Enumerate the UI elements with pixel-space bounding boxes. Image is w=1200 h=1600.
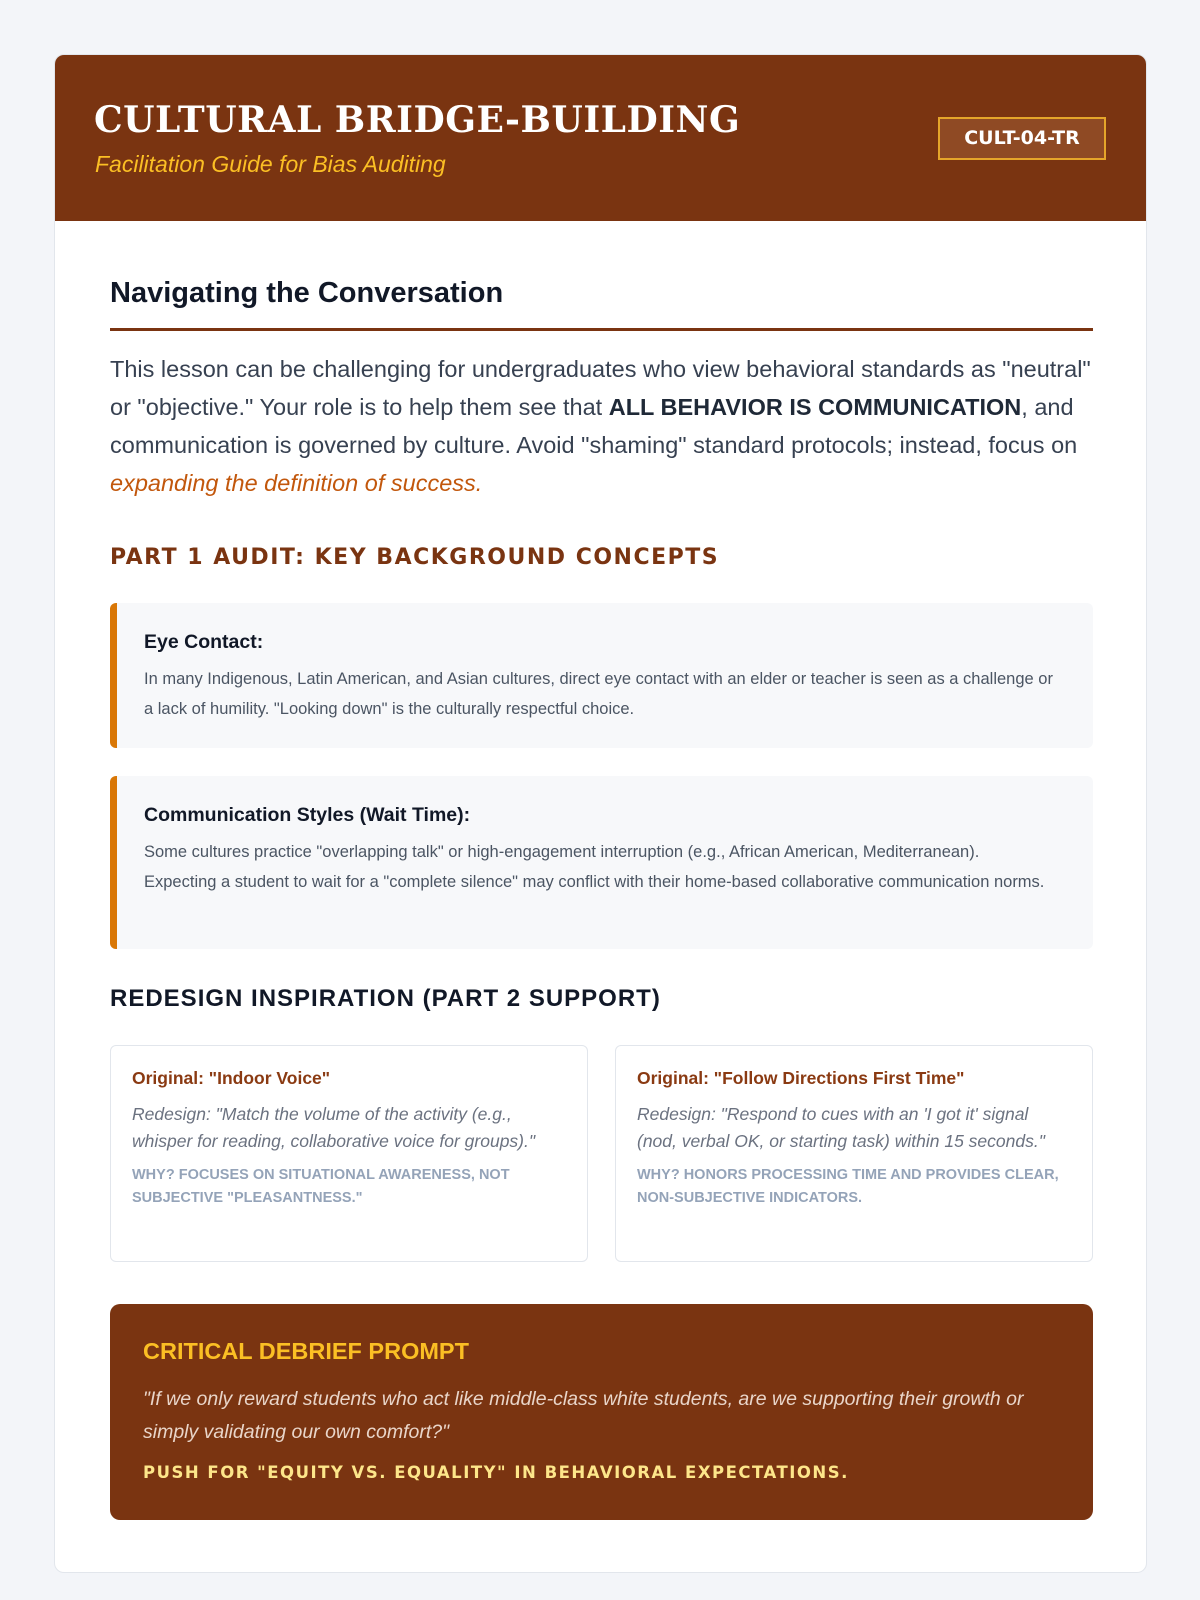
redesign-text: Redesign: "Match the volume of the activity (e.g., whisper for reading, collaborative voice for groups)." [132, 1104, 536, 1151]
redesign-why: WHY? HONORS PROCESSING TIME AND PROVIDES CLEAR, NON-SUBJECTIVE INDICATORS. [637, 1167, 1059, 1206]
guide-subtitle: Facilitation Guide for Bias Auditing [95, 151, 446, 177]
lesson-code-badge: CULT-04-TR [938, 117, 1106, 160]
redesign-why: WHY? FOCUSES ON SITUATIONAL AWARENESS, NOT SUBJECTIVE "PLEASANTNESS." [132, 1167, 510, 1206]
concept-title: Communication Styles (Wait Time): [144, 804, 471, 826]
guide-title: CULTURAL BRIDGE-BUILDING [94, 99, 741, 141]
intro-emphasis-text: expanding the definition of success. [110, 470, 483, 496]
intro-text-2: , and communication is governed by culture. Avoid "shaming" standard protocols; instead, focus on [110, 394, 1078, 458]
guide-card [54, 54, 1147, 1573]
conversation-heading: Navigating the Conversation [110, 277, 504, 309]
debrief-box [110, 1304, 1093, 1520]
concept-communication-styles [110, 776, 1093, 949]
debrief-title: CRITICAL DEBRIEF PROMPT [143, 1338, 469, 1364]
redesign-original: Original: "Follow Directions First Time" [637, 1068, 965, 1088]
part1-heading: PART 1 AUDIT: KEY BACKGROUND CONCEPTS [110, 545, 720, 570]
intro-text-1: This lesson can be challenging for undergraduates who view behavioral standards as "neutral" or "objective." Your role is to help them see that [110, 356, 1091, 420]
redesign-text: Redesign: "Respond to cues with an 'I got it' signal (nod, verbal OK, or starting task) within 15 seconds." [637, 1104, 1045, 1151]
redesign-heading: REDESIGN INSPIRATION (PART 2 SUPPORT) [110, 985, 661, 1012]
concept-body: In many Indigenous, Latin American, and Asian cultures, direct eye contact with an elder or teacher is seen as a challenge or a lack of humility. "Looking down" is the culturally respectful choice. [144, 670, 1053, 718]
debrief-quote: "If we only reward students who act like middle-class white students, are we supporting their growth or simply validating our own comfort?" [143, 1388, 1024, 1443]
redesign-original: Original: "Indoor Voice" [132, 1068, 331, 1088]
redesign-card-follow-directions [615, 1045, 1093, 1262]
heading-divider [110, 328, 1093, 331]
concept-eye-contact [110, 603, 1093, 748]
concept-title: Eye Contact: [144, 631, 264, 653]
intro-paragraph [110, 350, 1093, 502]
concept-body: Some cultures practice "overlapping talk" or high-engagement interruption (e.g., African American, Mediterranean). Expecting a student to wait for a "complete silence" may conflict with their home-based collaborative communication norms. [144, 843, 1045, 891]
redesign-card-indoor-voice [110, 1045, 588, 1262]
intro-bold-text: ALL BEHAVIOR IS COMMUNICATION [608, 394, 1022, 420]
guide-header [55, 55, 1146, 221]
debrief-push: PUSH FOR "EQUITY VS. EQUALITY" IN BEHAVIORAL EXPECTATIONS. [143, 1463, 849, 1482]
